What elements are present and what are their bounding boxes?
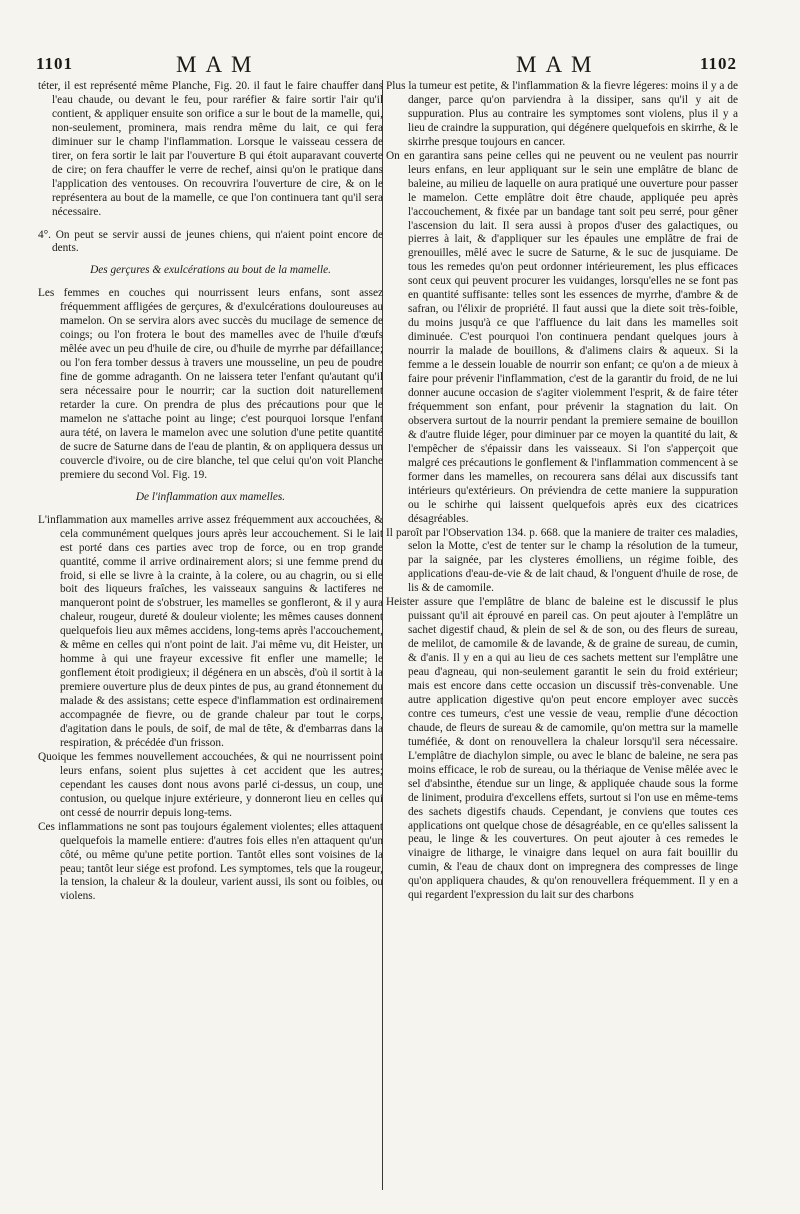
paragraph: Ces inflammations ne sont pas toujours également violentes; elles attaquent quelquefois la mamelle entiere: d'autres fois elles n'en attaquent qu'un côté, ou même qu'une petite portion. Tantôt elles sont voisines de la peau; tantôt leur siége est profond. Les symptomes, tels que la rougeur, la tension, la chaleur & la douleur, varient aussi, ils sont ou foibles, ou violens. — [38, 820, 383, 903]
left-column — [38, 80, 383, 1200]
left-page-number: 1101 — [36, 54, 74, 73]
paragraph: L'inflammation aux mamelles arrive assez fréquemment aux accouchées, & cela communément quelques jours après leur accouchement. Si le lait est porté dans ces parties avec trop de force, ou en trop grande quantité, comme il arrive ordinairement alors; si une femme prend du froid, si elle se livre à la crainte, à la colere, ou au chagrin, ou si elle boit des liqueurs fraîches, les vaisseaux sanguins & lactiferes ne manqueront point de s'obstruer, les mamelles se gonfleront, & il y aura chaleur, rougeur, dureté & douleur violente; les mêmes causes donnent quelquefois lieu aux mêmes accidens, long-tems après l'accouchement, & même en celles qui n'ont point de lait. J'ai même vu, dit Heister, un homme à qui une frayeur excessive fit enfler une mamelle; le gonflement étoit prodigieux; il dégénera en un abscès, d'où il sortit à la premiere ouverture plus de deux pintes de pus, au grand étonnement du malade & des assistans; cette espece d'inflammation est ordinairement accompagnée de fievre, ou de grande chaleur par tout le corps, d'agitation dans le pouls, de soif, de mal de tête, & d'embarras dans la respiration, & précédée d'un frisson. — [38, 513, 383, 749]
paragraph: On en garantira sans peine celles qui ne peuvent ou ne veulent pas nourrir leurs enfans, en leur appliquant sur le sein une emplâtre de blanc de baleine, au milieu de laquelle on aura pratiqué une ouverture pour passer le mamelon. Cette emplâtre doit être chaude, appliquée peu après l'accouchement, & fixée par un bandage tant soit peu serré, pour gêner l'ascension du lait. Il sera aussi à propos d'user des galactiques, ou pierres à lait, & d'appliquer sur les épaules une emplâtre de frai de grenouilles, mêlé avec le sucre de Saturne, & le suc de jusquiame. De tous les remedes qu'on peut ordonner intérieurement, les plus efficaces sont ceux qui peuvent procurer les vuidanges, lorsqu'elles ne se font pas en quantité suffisante: telles sont les essences de myrrhe, d'ambre & de safran, ou l'élixir de propriété. Il faut aussi que la diete soit très-foible, du moins jusqu'à ce que l'affluence du lait dans les mamelles soit diminuée. C'est pourquoi l'on continuera pendant quelques jours à nourrir la malade de bouillons, & d'alimens clairs & aqueux. Si la femme a le dessein louable de nourrir son enfant; ce qu'on a de mieux à faire pour prévenir l'inflammation, c'est de la garantir du froid, de ne lui donner aucune occasion de s'agiter violemment l'esprit, & de faire téter fréquemment son enfant, pour prévenir la stagnation du lait. On observera surtout de la nourrir pendant la premiere semaine de bouillon & d'autre fluide léger, pour diminuer par ce moyen la quantité du lait, & l'empêcher de s'épaissir dans les vaisseaux. Si l'on s'apperçoit que malgré ces précautions le gonflement & l'inflammation commencent à se former dans les mamelles, on recourera sans délai aux discussifs tant intérieurs qu'extérieurs. On préviendra de cette maniere la suppuration ou le schirhe qui laissent quelquefois après eux des cicatrices désagréables. — [386, 149, 738, 525]
right-page-number: 1102 — [700, 54, 738, 73]
paragraph: Les femmes en couches qui nourrissent leurs enfans, sont assez fréquemment affligées de gerçures, & d'exulcérations douloureuses au mamelon. On se servira alors avec succès du mucilage de semence de coings; ou l'on frotera le bout des mamelles avec de l'huile d'œufs mêlée avec un peu d'huile de cire, ou d'huile de myrrhe par défaillance; ou l'on fera tomber dessus à travers une mousseline, un peu de poudre fine de gomme adraganth. On ne laissera teter l'enfant qu'autant qu'il sera nécessaire pour le nourrir; car la suction doit naturellement retarder la cure. On prendra de plus des précautions pour que le mamelon ne s'attache point au linge; c'est pourquoi lorsque l'enfant aura tété, on lavera le mamelon avec une solution d'une petite quantité de sucre de Saturne dans de l'eau de plantin, & on appliquera dessus un couvercle d'ivoire, ou de cire blanche, tel que celui qu'on voit Planche premiere du second Vol. Fig. 19. — [38, 287, 383, 481]
paragraph: 4°. On peut se servir aussi de jeunes chiens, qui n'aient point encore de dents. — [38, 228, 383, 255]
page-header — [0, 52, 800, 82]
paragraph: Il paroît par l'Observation 134. p. 668. que la maniere de traiter ces maladies, selon la Motte, c'est de tenter sur le champ la résolution de la tumeur, par la saignée, par les clysteres émolliens, un régime foible, des applications d'eau-de-vie & de lait chaud, & l'onguent d'huile de rose, de lis & de camomile. — [386, 526, 738, 595]
right-column — [386, 80, 738, 1200]
paragraph: Heister assure que l'emplâtre de blanc de baleine est le discussif le plus puissant qu'il ait éprouvé en pareil cas. On peut ajouter à l'emplâtre un sachet digestif chaud, & plein de sel & de son, ou des fleurs de sureau, de melilot, de camomile & de lavande, & de graine de sureau, de cumin, & d'anis. Il y en a qui au lieu de ces sachets mettent sur l'emplâtre une peau d'agneau, qui non-seulement garantit le sein du froid extérieur; mais est encore dans cette occasion un discussif très-convenable. Une autre application digestive qu'on peut encore employer avec succès contre ces tumeurs, c'est une vessie de veau, remplie d'une décoction chaude, de fleurs de sureau & de camomile, qu'on mettra sur la mamelle tuméfiée, & dont on renouvellera la chaleur lorsqu'il sera nécessaire. L'emplâtre de diachylon simple, ou avec le blanc de baleine, ne sera pas moins efficace, le rob de sureau, ou la thériaque de Venise mêlée avec le sel d'absinthe, étendue sur un linge, & appliquée chaude sous la forme de liniment, produira d'excellens effets, surtout si l'on use en même-tems des sachets digestifs chauds. Cependant, je conviens que toutes ces applications ont quelque chose de désagréable, en ce qu'elles salissent la peau, le linge & les couvertures. On peut ajouter à ces remedes le vinaigre de litharge, le vinaigre dans lequel on aura fait bouillir du cumin, & l'eau de chaux dont on impregnera des compresses de linge qu'on appliquera chaudes, & qu'on renouvellera fréquemment. Il y en a qui regardent l'expression du lait sur des charbons — [386, 596, 738, 902]
right-running-head: MAM — [516, 52, 601, 77]
section-heading: De l'inflammation aux mamelles. — [135, 490, 286, 503]
paragraph: Quoique les femmes nouvellement accouchées, & qui ne nourrissent point leurs enfans, soient plus sujettes à cet accident que les autres; cependant les causes dont nous avons parlé ci-dessus, un coup, une contusion, ou quelque injure extérieure, y donneront lieu en celles qui ont cessé de nourrir depuis long-tems. — [38, 750, 383, 819]
left-running-head: MAM — [176, 52, 261, 77]
paragraph: Plus la tumeur est petite, & l'inflammation & la fievre légeres: moins il y a de danger, parce qu'on parviendra à la dissiper, sans qu'il y ait de suppuration. Plus au contraire les symptomes sont violens, plus il y a lieu de craindre la suppuration, qui dégénere quelquefois en skirrhe, & le skirrhe presque toujours en cancer. — [386, 80, 738, 148]
paragraph: téter, il est représenté même Planche, Fig. 20. il faut le faire chauffer dans l'eau chaude, ou devant le feu, pour raréfier & faire sortir l'air qu'il contient, & appliquer ensuite son orifice a sur le bout de la mamelle, qui, non-seulement, prominera, mais rendra même du lait, ce qui fera diminuer sur le champ l'inflammation. Lorsque le vaisseau cessera de tirer, on fera sortir le lait par l'ouverture B qui étoit auparavant couverte de cire; on fera chauffer le verre de rechef, ainsi qu'on le pratique dans l'application des ventouses. On recouvrira l'ouverture de cire, & on le représentera au bout de la mamelle, ce que l'on continuera tant qu'il sera nécessaire. — [38, 80, 383, 218]
section-heading: Des gerçures & exulcérations au bout de la mamelle. — [90, 264, 331, 277]
